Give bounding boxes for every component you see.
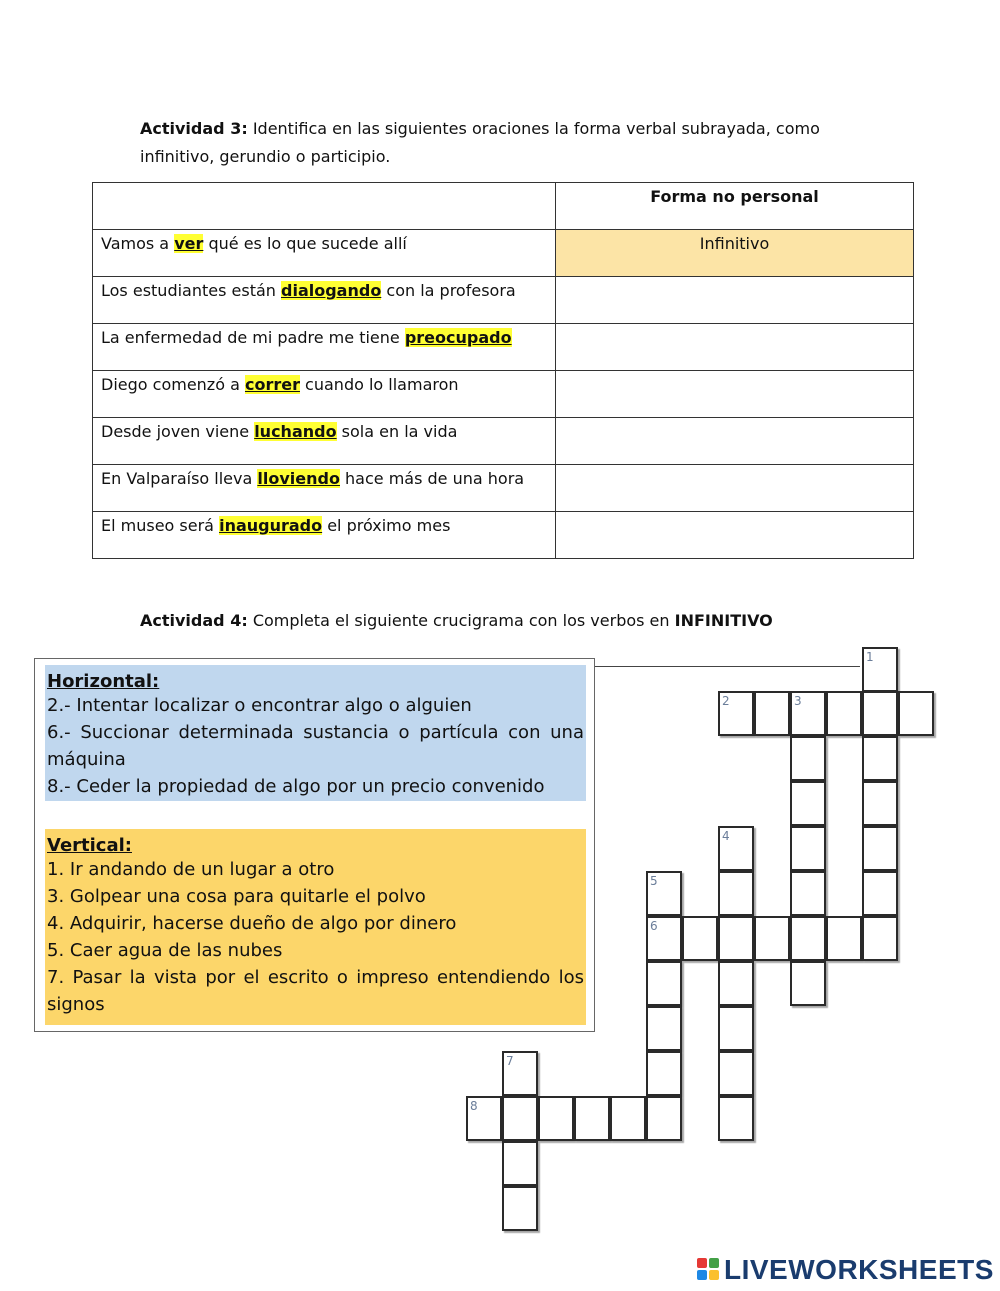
crossword-cell[interactable] bbox=[646, 1051, 682, 1096]
crossword-cell[interactable] bbox=[754, 916, 790, 961]
sentence-cell: La enfermedad de mi padre me tiene preocupado bbox=[93, 324, 556, 371]
highlighted-verb: inaugurado bbox=[219, 516, 323, 535]
sentence-cell: El museo será inaugurado el próximo mes bbox=[93, 512, 556, 559]
answer-field[interactable] bbox=[556, 324, 914, 371]
crossword-cell[interactable] bbox=[718, 961, 754, 1006]
clue-h6: 6.- Succionar determinada sustancia o partícula con una máquina bbox=[47, 722, 584, 770]
activity-4-instructions bbox=[140, 607, 900, 635]
crossword-cell[interactable] bbox=[646, 1006, 682, 1051]
answer-field[interactable] bbox=[556, 465, 914, 512]
crossword-cell[interactable] bbox=[754, 691, 790, 736]
activity-4-label: Actividad 4: bbox=[140, 611, 248, 630]
liveworksheets-logo-icon bbox=[697, 1258, 721, 1282]
crossword-cell[interactable] bbox=[898, 691, 934, 736]
crossword-cell[interactable] bbox=[718, 1051, 754, 1096]
crossword-cell[interactable] bbox=[502, 1141, 538, 1186]
crossword-cell[interactable] bbox=[502, 1096, 538, 1141]
answer-field[interactable] bbox=[556, 512, 914, 559]
horizontal-clues bbox=[45, 665, 586, 801]
clue-v4: 4. Adquirir, hacerse dueño de algo por dinero bbox=[47, 913, 457, 934]
table-header-row bbox=[93, 183, 914, 230]
highlighted-verb: correr bbox=[244, 375, 300, 394]
crossword-cell[interactable] bbox=[538, 1096, 574, 1141]
crossword-cell[interactable] bbox=[790, 736, 826, 781]
table-row bbox=[93, 418, 914, 465]
clue-h8: 8.- Ceder la propiedad de algo por un precio convenido bbox=[47, 776, 545, 797]
crossword-cell[interactable] bbox=[466, 1096, 502, 1141]
crossword-cell[interactable] bbox=[718, 826, 754, 871]
answer-field[interactable]: Infinitivo bbox=[556, 230, 914, 277]
sentence-cell: En Valparaíso lleva lloviendo hace más de una hora bbox=[93, 465, 556, 512]
verb-forms-table bbox=[92, 182, 914, 559]
highlighted-verb: dialogando bbox=[281, 281, 382, 300]
highlighted-verb: ver bbox=[174, 234, 204, 253]
crossword-cell[interactable] bbox=[862, 691, 898, 736]
activity-4-text: Completa el siguiente crucigrama con los verbos en bbox=[252, 611, 670, 630]
sentence-cell: Diego comenzó a correr cuando lo llamaron bbox=[93, 371, 556, 418]
clue-v1: 1. Ir andando de un lugar a otro bbox=[47, 859, 335, 880]
crossword-cell[interactable] bbox=[790, 871, 826, 916]
table-row bbox=[93, 277, 914, 324]
crossword-cell[interactable] bbox=[862, 781, 898, 826]
clue-v3: 3. Golpear una cosa para quitarle el polvo bbox=[47, 886, 426, 907]
vertical-clues bbox=[45, 829, 586, 1025]
highlighted-verb: luchando bbox=[254, 422, 337, 441]
crossword-cell[interactable] bbox=[790, 826, 826, 871]
crossword-cell[interactable] bbox=[718, 871, 754, 916]
crossword-cell[interactable] bbox=[718, 1096, 754, 1141]
crossword-cell[interactable] bbox=[718, 1006, 754, 1051]
crossword-cell[interactable] bbox=[790, 781, 826, 826]
highlighted-verb: preocupado bbox=[404, 328, 512, 347]
crossword-cell[interactable] bbox=[790, 691, 826, 736]
answer-field[interactable] bbox=[556, 418, 914, 465]
vertical-title: Vertical: bbox=[47, 835, 132, 856]
clue-v7: 7. Pasar la vista por el escrito o impreso entendiendo los signos bbox=[47, 967, 584, 1015]
crossword-cell[interactable] bbox=[646, 916, 682, 961]
crossword-number: 3 bbox=[794, 694, 802, 708]
crossword-cell[interactable] bbox=[574, 1096, 610, 1141]
answer-field[interactable] bbox=[556, 371, 914, 418]
activity-3-label: Actividad 3: bbox=[140, 119, 248, 138]
crossword-number: 5 bbox=[650, 874, 658, 888]
crossword-number: 7 bbox=[506, 1054, 514, 1068]
crossword-cell[interactable] bbox=[646, 961, 682, 1006]
crossword-number: 4 bbox=[722, 829, 730, 843]
crossword-cell[interactable] bbox=[682, 916, 718, 961]
crossword-cell[interactable] bbox=[862, 736, 898, 781]
crossword-cell[interactable] bbox=[862, 871, 898, 916]
crossword-cell[interactable] bbox=[502, 1186, 538, 1231]
table-row bbox=[93, 371, 914, 418]
clue-v5: 5. Caer agua de las nubes bbox=[47, 940, 283, 961]
header-cell: Forma no personal bbox=[556, 183, 914, 230]
crossword-number: 2 bbox=[722, 694, 730, 708]
clue-h2: 2.- Intentar localizar o encontrar algo o alguien bbox=[47, 695, 472, 716]
crossword-cell[interactable] bbox=[862, 916, 898, 961]
crossword-cell[interactable] bbox=[826, 916, 862, 961]
crossword-cell[interactable] bbox=[790, 961, 826, 1006]
crossword-cell[interactable] bbox=[790, 916, 826, 961]
activity-3-instructions bbox=[140, 115, 880, 171]
crossword-cell[interactable] bbox=[718, 916, 754, 961]
sentence-cell: Vamos a ver qué es lo que sucede allí bbox=[93, 230, 556, 277]
sentence-cell: Desde joven viene luchando sola en la vida bbox=[93, 418, 556, 465]
table-row bbox=[93, 465, 914, 512]
crossword-cell[interactable] bbox=[862, 647, 898, 692]
table-row bbox=[93, 324, 914, 371]
crossword-cell[interactable] bbox=[646, 1096, 682, 1141]
horizontal-title: Horizontal: bbox=[47, 671, 160, 692]
crossword-cell[interactable] bbox=[646, 871, 682, 916]
crossword-cell[interactable] bbox=[826, 691, 862, 736]
crossword-cell[interactable] bbox=[862, 826, 898, 871]
liveworksheets-wordmark: LIVEWORKSHEETS bbox=[724, 1254, 994, 1285]
sentence-cell: Los estudiantes están dialogando con la profesora bbox=[93, 277, 556, 324]
activity-4-emphasis: INFINITIVO bbox=[674, 611, 773, 630]
answer-field[interactable] bbox=[556, 277, 914, 324]
crossword-cell[interactable] bbox=[718, 691, 754, 736]
crossword-number: 1 bbox=[866, 650, 874, 664]
highlighted-verb: lloviendo bbox=[257, 469, 340, 488]
header-empty-cell bbox=[93, 183, 556, 230]
liveworksheets-brand bbox=[697, 1252, 994, 1288]
crossword-cell[interactable] bbox=[610, 1096, 646, 1141]
clues-box bbox=[34, 658, 595, 1032]
crossword-number: 8 bbox=[470, 1099, 478, 1113]
table-row bbox=[93, 512, 914, 559]
crossword-number: 6 bbox=[650, 919, 658, 933]
table-row bbox=[93, 230, 914, 277]
guide-line bbox=[595, 666, 860, 667]
crossword-cell[interactable] bbox=[502, 1051, 538, 1096]
activity-3-text: Identifica en las siguientes oraciones la forma verbal subrayada, como infinitivo, gerundio o participio. bbox=[140, 119, 820, 166]
